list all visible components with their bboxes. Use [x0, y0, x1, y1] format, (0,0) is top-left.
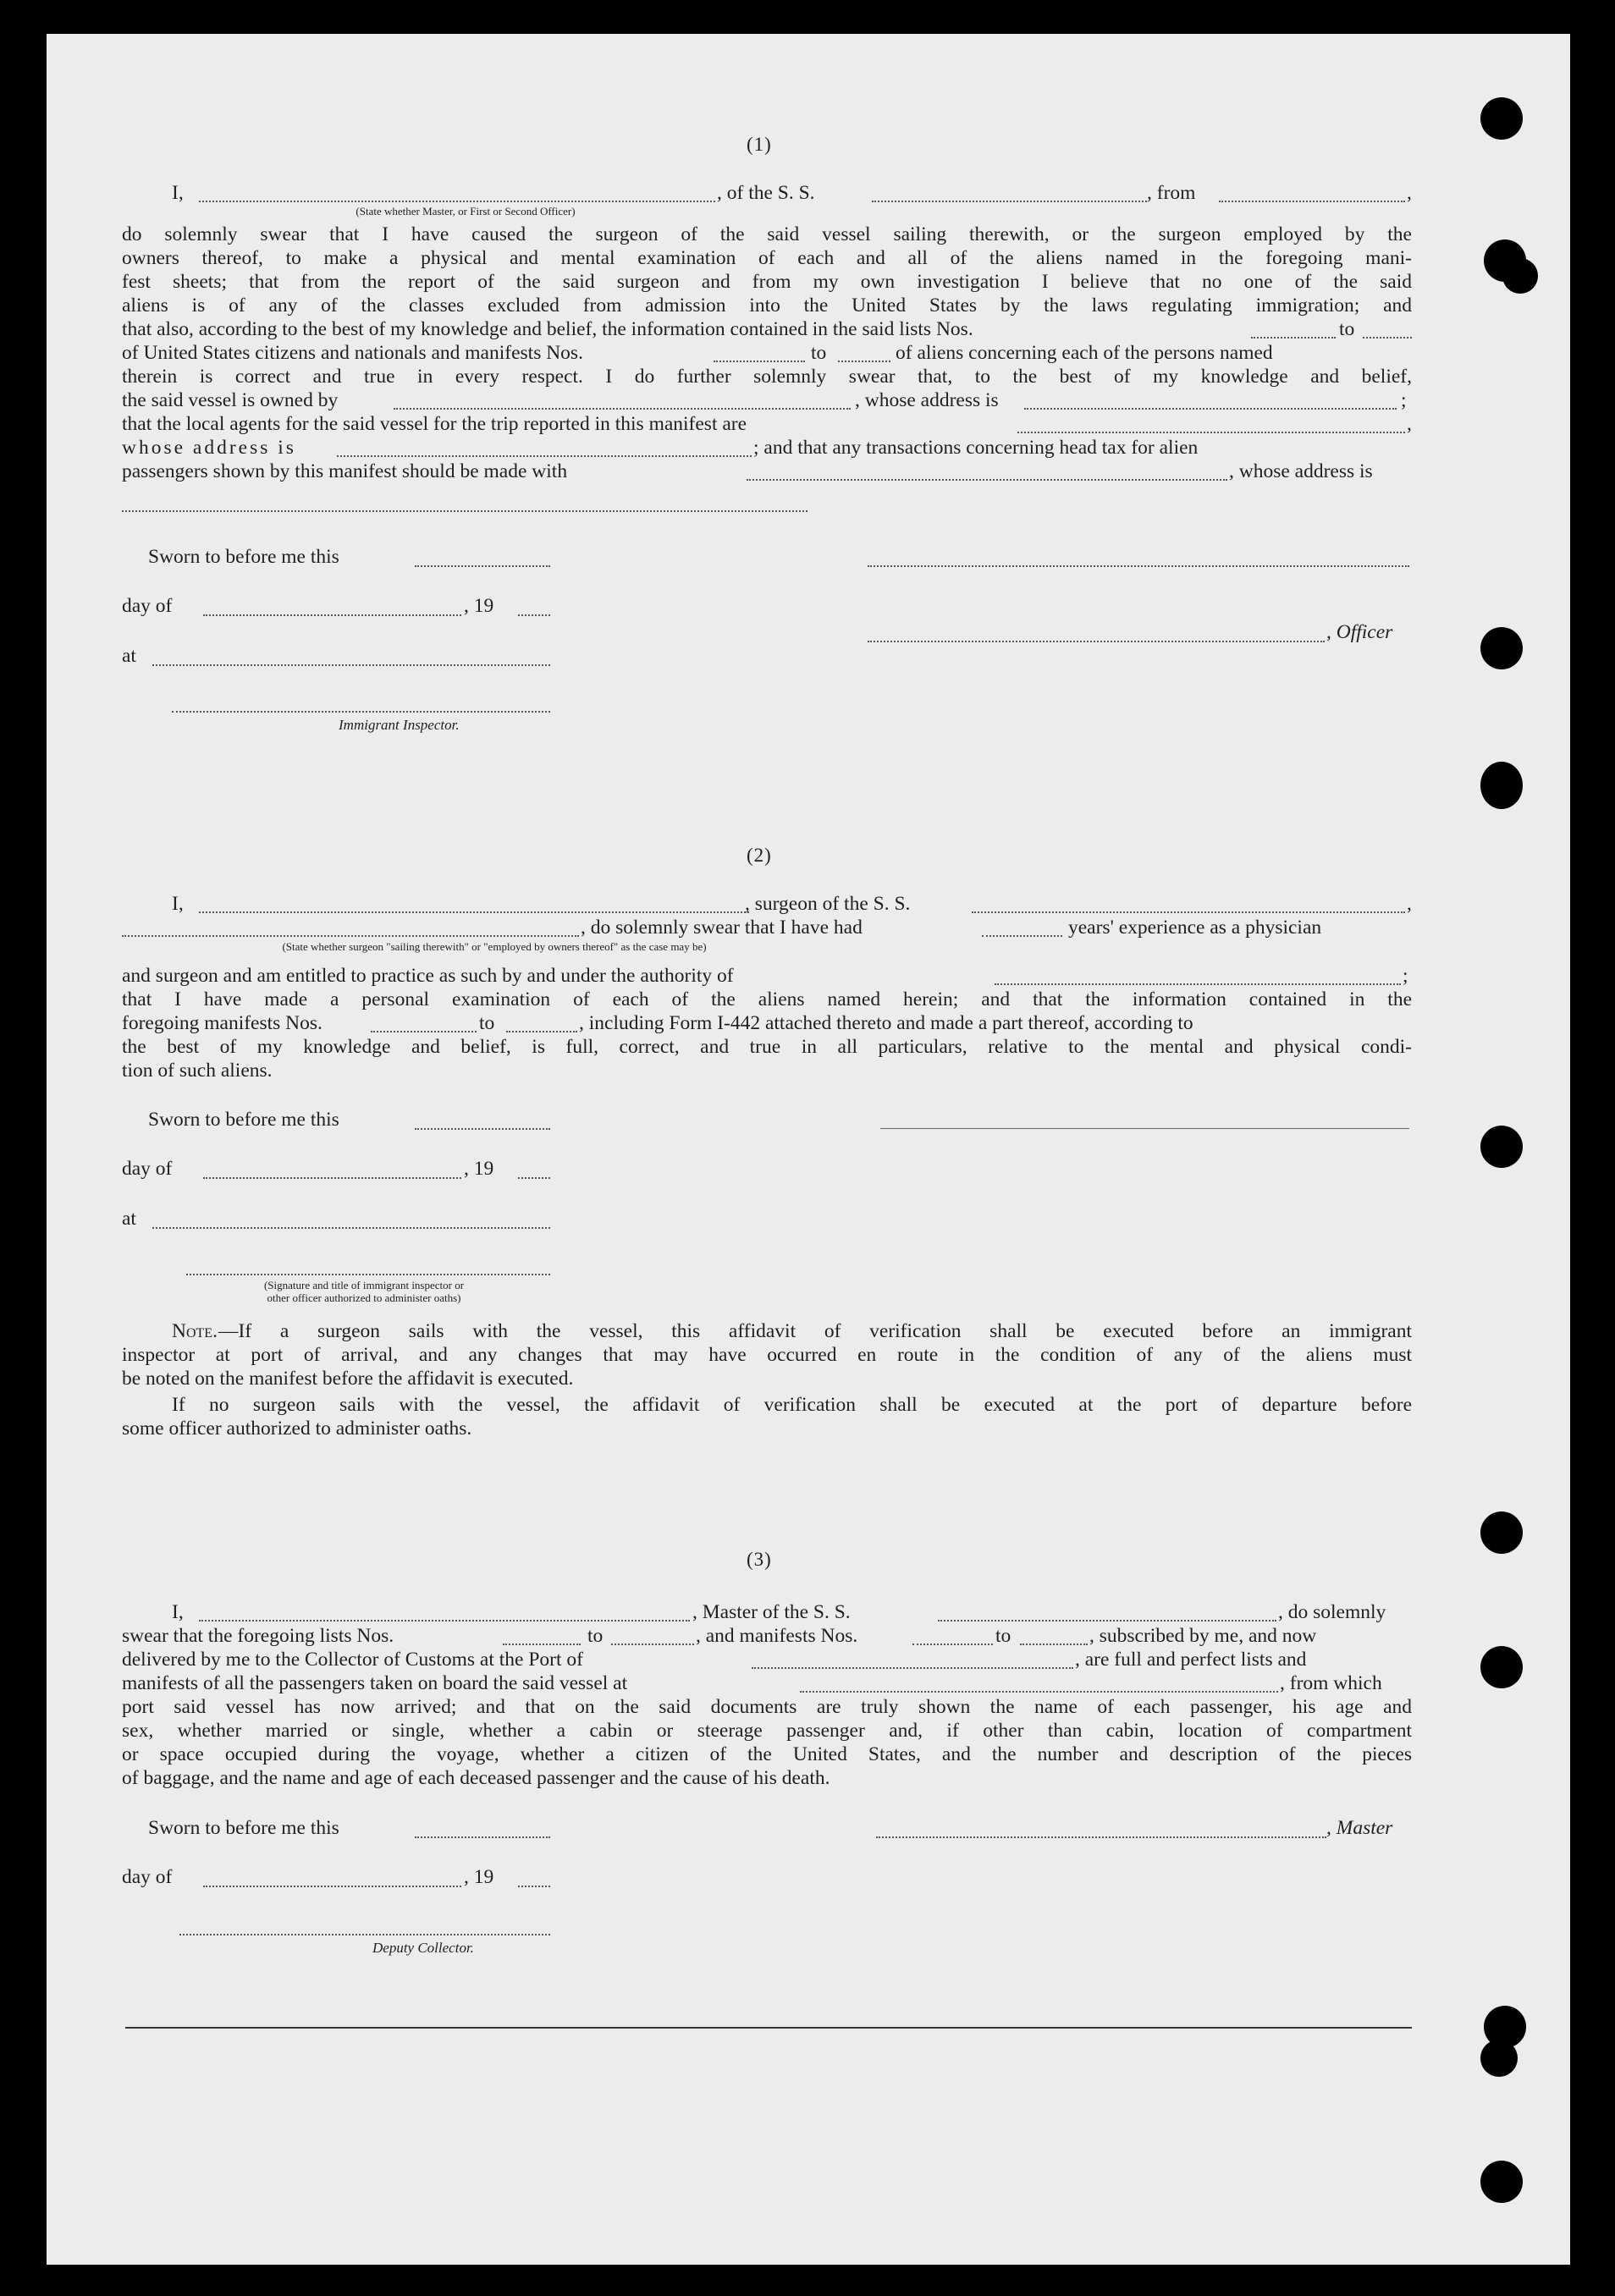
s2-sig-caption-2: other officer authorized to administer oaths) [267, 1291, 461, 1304]
note-para2: some officer authorized to administer oaths. [122, 1418, 472, 1440]
s1-line: owners thereof, to make a physical and mental examination of each and all of the aliens named in the foregoing mani- [122, 247, 1412, 269]
s1-line: the said vessel is owned by [122, 389, 339, 411]
s3-master: , Master [1326, 1817, 1393, 1839]
s1-of-ss: , of the S. S. [717, 182, 815, 204]
s1-line: passengers shown by this manifest should be made with [122, 460, 568, 482]
binder-hole [1480, 1126, 1523, 1168]
s1-line: aliens is of any of the classes excluded from admission into the United States by the laws regulating immigration; and [122, 295, 1412, 317]
s3-l3a: delivered by me to the Collector of Customs at the Port of [122, 1649, 583, 1671]
s3-collector: Deputy Collector. [372, 1940, 474, 1956]
note-line: inspector at port of arrival, and any changes that may have occurred en route in the condition of any of the aliens must [122, 1344, 1412, 1366]
s2-line-c3: , including Form I-442 attached thereto and made a part thereof, according to [579, 1012, 1193, 1034]
s3-day-of: day of [122, 1866, 173, 1888]
s1-to: to [1339, 318, 1355, 340]
s3-i-label: I, [172, 1601, 184, 1623]
s3-l2a: swear that the foregoing lists Nos. [122, 1625, 394, 1647]
s3-l4b: , from which [1280, 1672, 1382, 1694]
s1-from: , from [1147, 182, 1196, 204]
s3-l2e: , subscribed by me, and now [1089, 1625, 1317, 1647]
s2-years: years' experience as a physician [1068, 917, 1322, 939]
section-2-number: (2) [747, 845, 772, 866]
binder-hole [1480, 627, 1523, 669]
s1-sworn: Sworn to before me this [148, 546, 339, 568]
binder-hole [1480, 762, 1523, 809]
s3-l2d: to [995, 1625, 1011, 1647]
s3-l2b: to [587, 1625, 604, 1647]
s1-caption: (State whether Master, or First or Second Officer) [356, 205, 576, 217]
s3-l2c: , and manifests Nos. [696, 1625, 858, 1647]
s1-ship-blank [872, 201, 1147, 202]
s1-i-label: I, [172, 182, 184, 204]
s2-at: at [122, 1208, 136, 1230]
s2-line-c1: foregoing manifests Nos. [122, 1012, 322, 1034]
note-label: Note. [172, 1320, 218, 1342]
binder-hole [1480, 1511, 1523, 1554]
binder-hole [1480, 1646, 1523, 1688]
note-line: be noted on the manifest before the affidavit is executed. [122, 1368, 574, 1390]
s1-nineteen: , 19 [464, 595, 494, 617]
s3-l3b: , are full and perfect lists and [1075, 1649, 1307, 1671]
s2-i-label: I, [172, 893, 184, 915]
s2-surgeon-of: , surgeon of the S. S. [745, 893, 911, 915]
s2-line-a: and surgeon and am entitled to practice as such by and under the authority of [122, 965, 734, 987]
s2-signature-line [880, 1128, 1409, 1129]
s1-inspector: Immigrant Inspector. [339, 717, 460, 733]
s3-master-of: , Master of the S. S. [692, 1601, 851, 1623]
s1-line: fest sheets; that from the report of the said surgeon and from my own investigation I believe that no one of the said [122, 271, 1412, 293]
binder-hole [1480, 97, 1523, 140]
binder-hole [1480, 2040, 1518, 2077]
s2-day-of: day of [122, 1158, 173, 1180]
s1-at: at [122, 645, 136, 667]
s1-officer: , Officer [1326, 621, 1393, 643]
s3-line: sex, whether married or single, whether a cabin or steerage passenger and, if other than cabin, location of compartment [122, 1720, 1412, 1742]
bottom-rule [125, 2027, 1412, 2029]
s2-sig-caption-1: (Signature and title of immigrant inspector or [263, 1279, 465, 1291]
s3-do-solemnly: , do solemnly [1278, 1601, 1386, 1623]
note-line: —If a surgeon sails with the vessel, this affidavit of verification shall be executed before an immigrant [218, 1320, 1412, 1342]
s1-line: whose address is [122, 437, 296, 459]
s1-whose-address-end: , whose address is [1229, 460, 1373, 482]
s2-line-b: that I have made a personal examination of each of the aliens named herein; and that the information contained in the [122, 988, 1412, 1010]
s3-sworn: Sworn to before me this [148, 1817, 339, 1839]
s1-head-tax: ; and that any transactions concerning head tax for alien [753, 437, 1199, 459]
s3-line: port said vessel has now arrived; and that on the said documents are truly shown the name of each passenger, his age and [122, 1696, 1412, 1718]
s3-nineteen: , 19 [464, 1866, 494, 1888]
s2-line-e: tion of such aliens. [122, 1060, 273, 1082]
s2-nineteen: , 19 [464, 1158, 494, 1180]
s2-sworn: Sworn to before me this [148, 1109, 339, 1131]
s3-line: or space occupied during the voyage, whether a citizen of the United States, and the number and description of the pieces [122, 1743, 1412, 1765]
s2-line-d: the best of my knowledge and belief, is full, correct, and true in all particulars, relative to the mental and physical condi- [122, 1036, 1412, 1058]
s1-from-blank [1219, 201, 1405, 202]
s1-line: that the local agents for the said vessel for the trip reported in this manifest are [122, 413, 747, 435]
s2-swear-had: , do solemnly swear that I have had [581, 917, 863, 939]
s2-line-c2: to [479, 1012, 495, 1034]
s1-officer-blank [199, 201, 715, 202]
s3-l4a: manifests of all the passengers taken on board the said vessel at [122, 1672, 628, 1694]
s1-day-of: day of [122, 595, 173, 617]
note-para2: If no surgeon sails with the vessel, the affidavit of verification shall be executed at the port of departure before [172, 1394, 1412, 1416]
s3-line: of baggage, and the name and age of each deceased passenger and the cause of his death. [122, 1767, 830, 1789]
s1-whose-address: , whose address is [855, 389, 999, 411]
s1-to: to [811, 342, 827, 364]
section-3-number: (3) [747, 1549, 772, 1570]
binder-hole [1502, 258, 1538, 294]
s1-line: that also, according to the best of my knowledge and belief, the information contained in the said lists Nos. [122, 318, 973, 340]
s1-line: therein is correct and true in every respect. I do further solemnly swear that, to the best of my knowledge and belief, [122, 366, 1412, 388]
s1-of-aliens: of aliens concerning each of the persons named [896, 342, 1273, 364]
s2-caption: (State whether surgeon "sailing therewith" or "employed by owners thereof" as the case may be) [282, 940, 707, 953]
binder-hole [1480, 2161, 1523, 2203]
s1-line: of United States citizens and nationals and manifests Nos. [122, 342, 583, 364]
s1-line: do solemnly swear that I have caused the surgeon of the said vessel sailing therewith, or the surgeon employed by the [122, 223, 1412, 245]
section-1-number: (1) [747, 134, 772, 155]
